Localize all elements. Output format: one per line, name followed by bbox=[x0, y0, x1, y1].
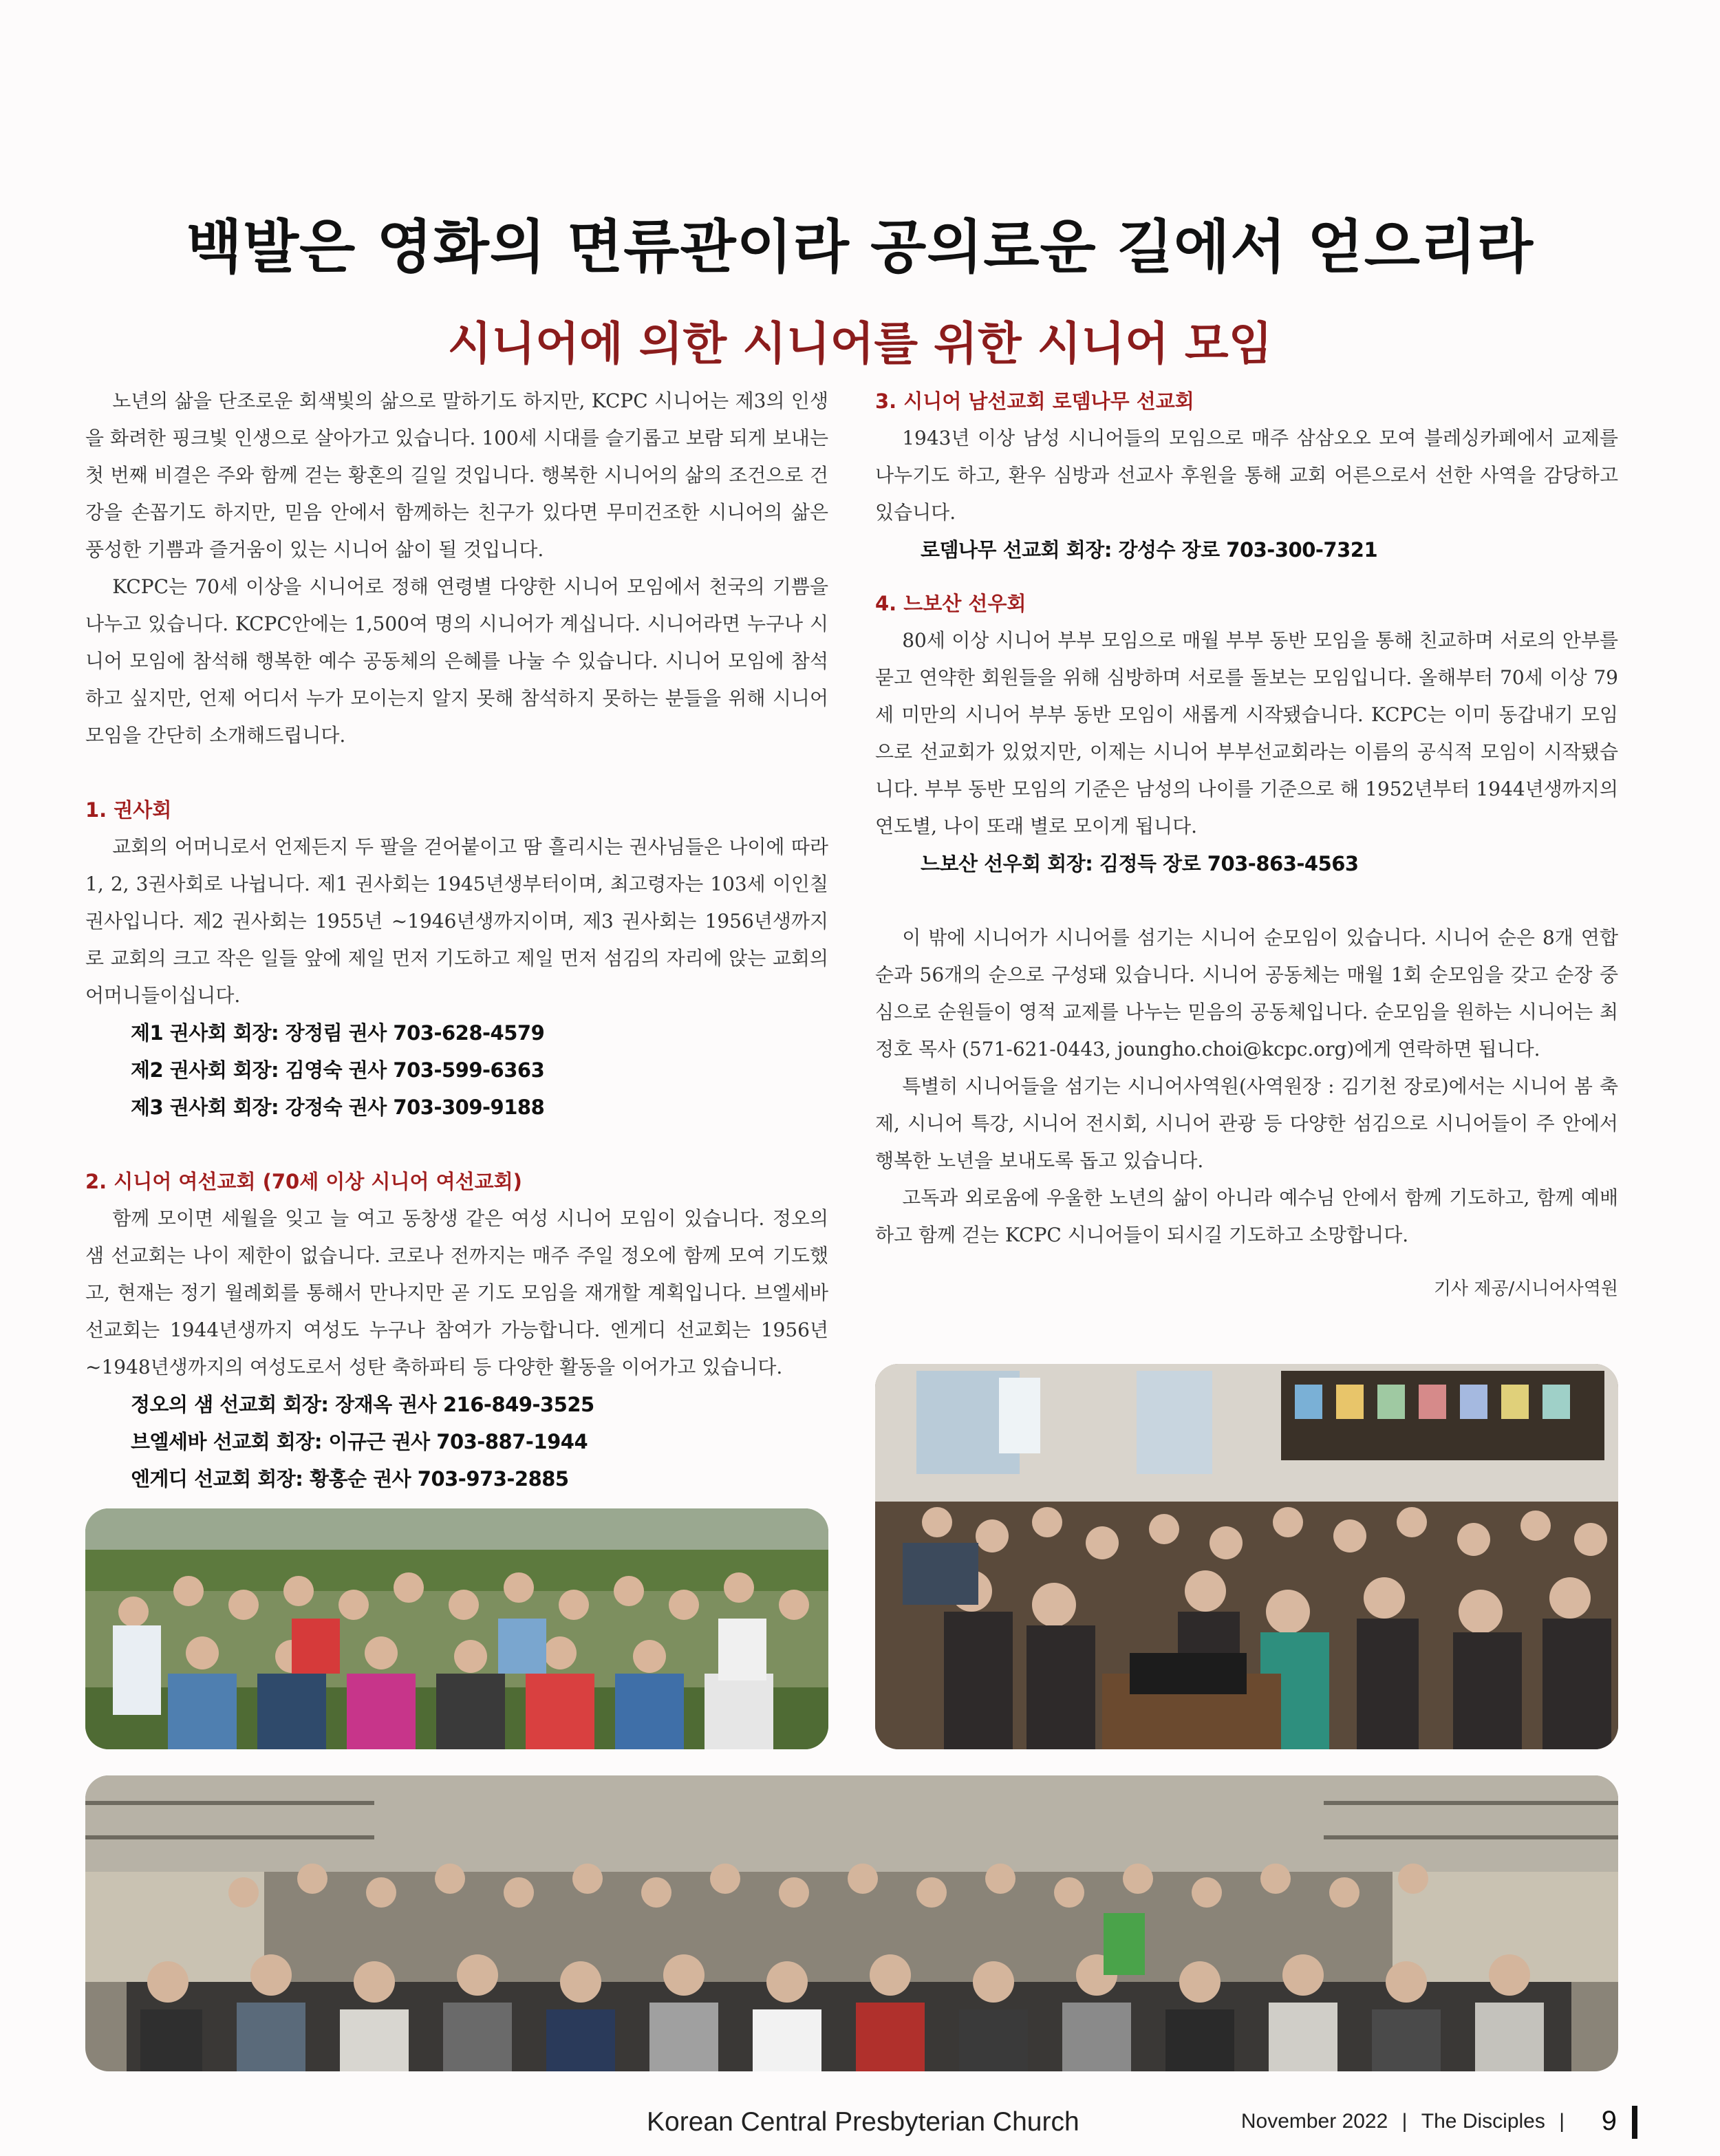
page-footer bbox=[0, 2100, 1720, 2148]
section-body-3: 1943년 이상 남성 시니어들의 모임으로 매주 삼삼오오 모여 블레싱카페에서 교제를 나누기도 하고, 환우 심방과 선교사 후원을 통해 교회 어른으로서 선한 사역을 감당하고 있습니다. bbox=[875, 427, 1618, 524]
closing-paragraph-3: 고독과 외로움에 우울한 노년의 삶이 아니라 예수님 안에서 함께 기도하고, 함께 예배하고 함께 걷는 KCPC 시니어들이 되시길 기도하고 소망합니다. bbox=[875, 1186, 1618, 1246]
contact-line: 정오의 샘 선교회 회장: 장재옥 권사 216-849-3525 bbox=[131, 1393, 594, 1416]
footer-rule bbox=[1632, 2106, 1637, 2139]
contact-line: 브엘세바 선교회 회장: 이규근 권사 703-887-1944 bbox=[131, 1430, 588, 1453]
intro-paragraph-1: 노년의 삶을 단조로운 회색빛의 삶으로 말하기도 하지만, KCPC 시니어는 제3의 인생을 화려한 핑크빛 인생으로 살아가고 있습니다. 100세 시대를 슬기롭고 보람 되게 보내는 첫 번째 비결은 주와 함께 걷는 황혼의 길일 것입니다. 행복한 시니어의 삶의 조건으로 건강을 손꼽기도 하지만, 믿음 안에서 함께하는 친구가 있다면 무미건조한 시니어의 삶은 풍성한 기쁨과 즐거움이 있는 시니어 삶이 될 것입니다. bbox=[85, 389, 828, 561]
closing-paragraph-1: 이 밖에 시니어가 시니어를 섬기는 시니어 순모임이 있습니다. 시니어 순은 8개 연합순과 56개의 순으로 구성돼 있습니다. 시니어 공동체는 매월 1회 순모임을 갖고 순장 중심으로 순원들이 영적 교제를 나누는 믿음의 공동체입니다. 순모임을 원하는 시니어는 최정호 목사 (571-621-0443, joungho.choi@kcpc.org)에게 연락하면 됩니다. bbox=[875, 926, 1618, 1060]
closing-paragraph-2: 특별히 시니어들을 섬기는 시니어사역원(사역원장 : 김기천 장로)에서는 시니어 봄 축제, 시니어 특강, 시니어 전시회, 시니어 관광 등 다양한 섬김으로 시니어들이 주 안에서 행복한 노년을 보내도록 돕고 있습니다. bbox=[875, 1075, 1618, 1172]
photo-senior-meeting-room bbox=[875, 1364, 1618, 1749]
article-credit: 기사 제공/시니어사역원 bbox=[1433, 1279, 1618, 1299]
contact-line: 느보산 선우회 회장: 김정득 장로 703-863-4563 bbox=[921, 852, 1359, 875]
photo-men-group bbox=[85, 1775, 1618, 2071]
footer-church-name: Korean Central Presbyterian Church bbox=[647, 2107, 1079, 2137]
article-title: 백발은 영화의 면류관이라 공의로운 길에서 얻으리라 bbox=[186, 213, 1534, 281]
contact-line: 엔게디 선교회 회장: 황홍순 권사 703-973-2885 bbox=[131, 1467, 569, 1491]
contact-line: 제2 권사회 회장: 김영숙 권사 703-599-6363 bbox=[131, 1058, 545, 1082]
left-column bbox=[85, 383, 828, 1497]
photo-women-group-outdoors bbox=[85, 1508, 828, 1749]
right-column bbox=[875, 383, 1618, 1308]
footer-magazine-name: The Disciples bbox=[1421, 2110, 1545, 2133]
contact-line: 제3 권사회 회장: 강정숙 권사 703-309-9188 bbox=[131, 1096, 545, 1119]
section-heading-2: 2. 시니어 여선교회 (70세 이상 시니어 여선교회) bbox=[85, 1170, 522, 1193]
footer-issue-info bbox=[1237, 2110, 1569, 2133]
footer-issue-date: November 2022 bbox=[1240, 2110, 1388, 2133]
page-number: 9 bbox=[1601, 2106, 1617, 2136]
section-body-2: 함께 모이면 세월을 잊고 늘 여고 동창생 같은 여성 시니어 모임이 있습니다. 정오의 샘 선교회는 나이 제한이 없습니다. 코로나 전까지는 매주 주일 정오에 함께 모여 기도했고, 현재는 정기 월례회를 통해서 만나지만 곧 기도 모임을 재개할 계획입니다. 브엘세바 선교회는 1944년생까지 여성도 누구나 참여가 가능합니다. 엔게디 선교회는 1956년 ~1948년생까지의 여성도로서 성탄 축하파티 등 다양한 활동을 이어가고 있습니다. bbox=[85, 1207, 828, 1378]
contact-line: 제1 권사회 회장: 장정림 권사 703-628-4579 bbox=[131, 1021, 545, 1045]
intro-paragraph-2: KCPC는 70세 이상을 시니어로 정해 연령별 다양한 시니어 모임에서 천국의 기쁨을 나누고 있습니다. KCPC안에는 1,500여 명의 시니어가 계십니다. 시니어라면 누구나 시니어 모임에 참석해 행복한 예수 공동체의 은혜를 나눌 수 있습니다. 시니어 모임에 참석하고 싶지만, 언제 어디서 누가 모이는지 알지 못해 참석하지 못하는 분들을 위해 시니어 모임을 간단히 소개해드립니다. bbox=[85, 575, 828, 747]
section-heading-3: 3. 시니어 남선교회 로뎀나무 선교회 bbox=[875, 389, 1194, 413]
section-heading-4: 4. 느보산 선우회 bbox=[875, 592, 1026, 615]
section-body-1: 교회의 어머니로서 언제든지 두 팔을 걷어붙이고 땀 흘리시는 권사님들은 나이에 따라 1, 2, 3권사회로 나뉩니다. 제1 권사회는 1945년생부터이며, 최고령자는 103세 이인칠 권사입니다. 제2 권사회는 1955년 ~1946년생까지이며, 제3 권사회는 1956년생까지로 교회의 크고 작은 일들 앞에 제일 먼저 기도하고 제일 먼저 섬김의 자리에 앉는 교회의 어머니들이십니다. bbox=[85, 835, 828, 1007]
contact-line: 로뎀나무 선교회 회장: 강성수 장로 703-300-7321 bbox=[921, 538, 1378, 562]
section-heading-1: 1. 권사회 bbox=[85, 798, 172, 822]
section-body-4: 80세 이상 시니어 부부 모임으로 매월 부부 동반 모임을 통해 친교하며 서로의 안부를 묻고 연약한 회원들을 위해 심방하며 서로를 돌보는 모임입니다. 올해부터 70세 이상 79세 미만의 시니어 부부 동반 모임이 새롭게 시작됐습니다. KCPC는 이미 동갑내기 모임으로 선교회가 있었지만, 이제는 시니어 부부선교회라는 이름의 공식적 모임이 시작됐습니다. 부부 동반 모임의 기준은 남성의 나이를 기준으로 해 1952년부터 1944년생까지의 연도별, 나이 또래 별로 모이게 됩니다. bbox=[875, 629, 1618, 837]
footer-separator: | bbox=[1401, 2110, 1408, 2133]
article-subtitle: 시니어에 의한 시니어를 위한 시니어 모임 bbox=[447, 317, 1273, 370]
footer-separator: | bbox=[1559, 2110, 1565, 2133]
